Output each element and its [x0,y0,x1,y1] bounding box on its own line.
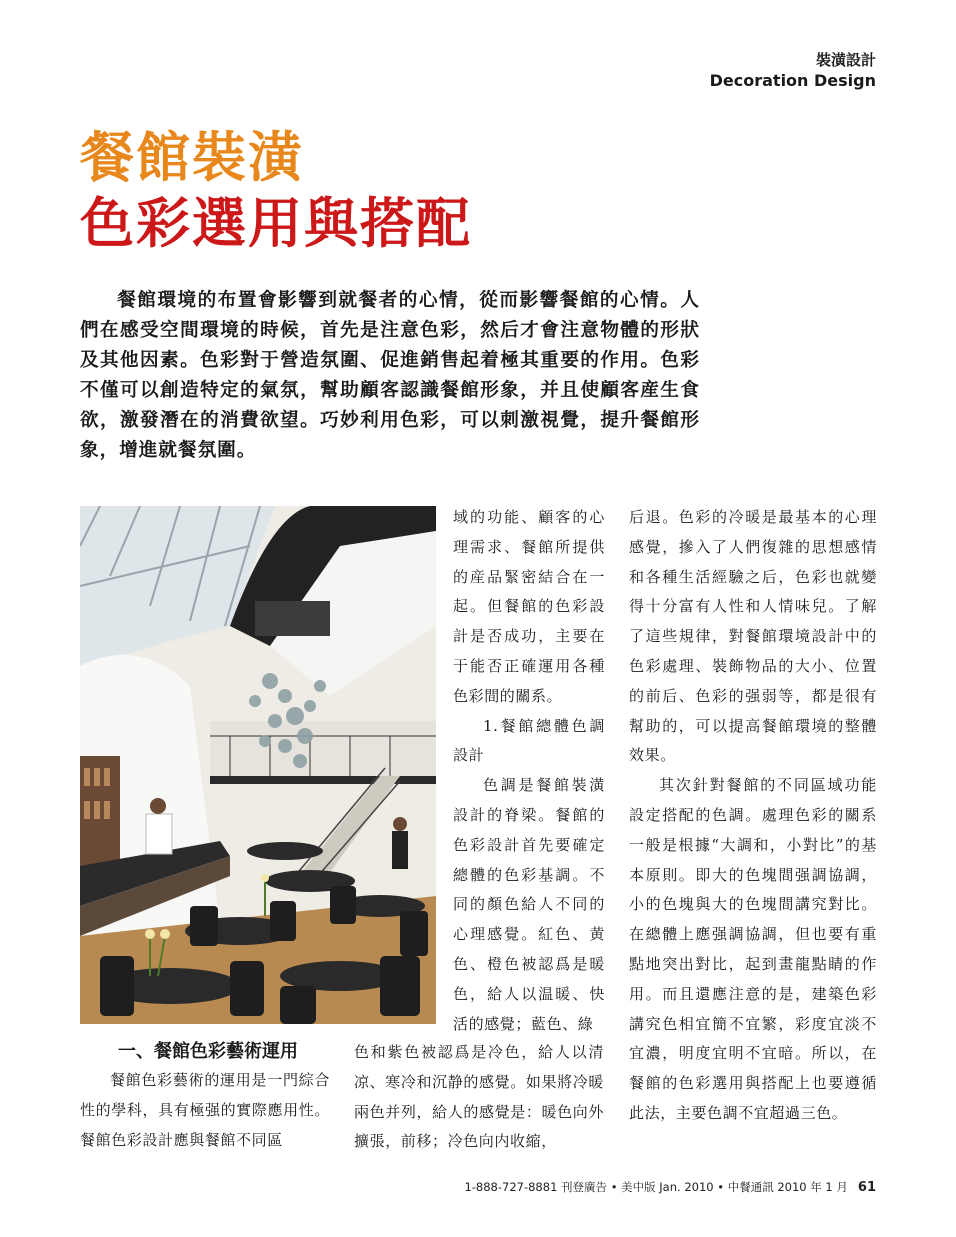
column-middle-top [453,503,605,1039]
column-left-bottom [80,1066,330,1155]
body-paragraph: 后退。色彩的冷暖是最基本的心理感覺，摻入了人們復雜的思想感情和各種生活經驗之后，色彩也就變得十分富有人性和人情味兒。了解了這些規律，對餐館環境設計中的色彩處理、裝飾物品的大小、位置的前后、色彩的强弱等，都是很有幫助的，可以提高餐館環境的整體效果。 [629,508,877,765]
section-heading: 一、餐館色彩藝術運用 [118,1041,298,1062]
page-footer [464,1179,876,1196]
body-paragraph: 域的功能、顧客的心理需求、餐館所提供的産品緊密結合在一起。但餐館的色彩設計是否成功，主要在于能否正確運用各種色彩間的關系。 [453,508,605,705]
title-line-2: 色彩選用與搭配 [80,192,472,255]
column-middle-bottom [354,1038,604,1157]
section-tag [710,50,876,92]
section-tag-zh: 裝潢設計 [815,51,876,69]
footer-text: 1-888-727-8881 刊登廣告 • 美中版 Jan. 2010 • 中餐通訊 2010 年 1 月 [464,1180,848,1194]
intro-paragraph: 餐館環境的布置會影響到就餐者的心情，從而影響餐館的心情。人們在感受空間環境的時候，首先是注意色彩，然后才會注意物體的形狀及其他因素。色彩對于營造氛圍、促進銷售起着極其重要的作用。色彩不僅可以創造特定的氣氛，幫助顧客認識餐館形象，并且使顧客産生食欲，激發潛在的消費欲望。巧妙利用色彩，可以刺激視覺，提升餐館形象，增進就餐氛圍。 [80,290,700,461]
column-right [629,503,877,1129]
subheading-color-tone: 1.餐館總體色調設計 [453,716,605,765]
section-tag-en: Decoration Design [709,71,876,90]
restaurant-photo [80,506,436,1024]
body-paragraph: 色和紫色被認爲是冷色，給人以清凉、寒冷和沉静的感覺。如果將冷暖兩色并列，給人的感覺是：暖色向外擴張，前移；冷色向内收縮， [354,1043,604,1151]
page-number: 61 [857,1180,876,1195]
article-title [80,125,472,257]
body-paragraph: 色調是餐館裝潢設計的脊梁。餐館的色彩設計首先要確定總體的色彩基調。不同的顏色給人不同的心理感覺。紅色、黄色、橙色被認爲是暖色，給人以温暖、快活的感覺；藍色、綠 [453,776,605,1033]
body-paragraph: 其次針對餐館的不同區域功能設定搭配的色調。處理色彩的關系一般是根據“大調和，小對比”的基本原則。即大的色塊間强調協調，小的色塊與大的色塊間講究對比。在總體上應强調協調，但也要有重點地突出對比，起到畫龍點睛的作用。而且還應注意的是，建築色彩講究色相宜簡不宜繁，彩度宜淡不宜濃，明度宜明不宜暗。所以，在餐館的色彩選用與搭配上也要遵循此法，主要色調不宜超過三色。 [629,776,877,1122]
title-line-1: 餐館裝潢 [80,126,304,189]
body-paragraph: 餐館色彩藝術的運用是一門綜合性的學科，具有極强的實際應用性。餐館色彩設計應與餐館不同區 [80,1071,330,1149]
